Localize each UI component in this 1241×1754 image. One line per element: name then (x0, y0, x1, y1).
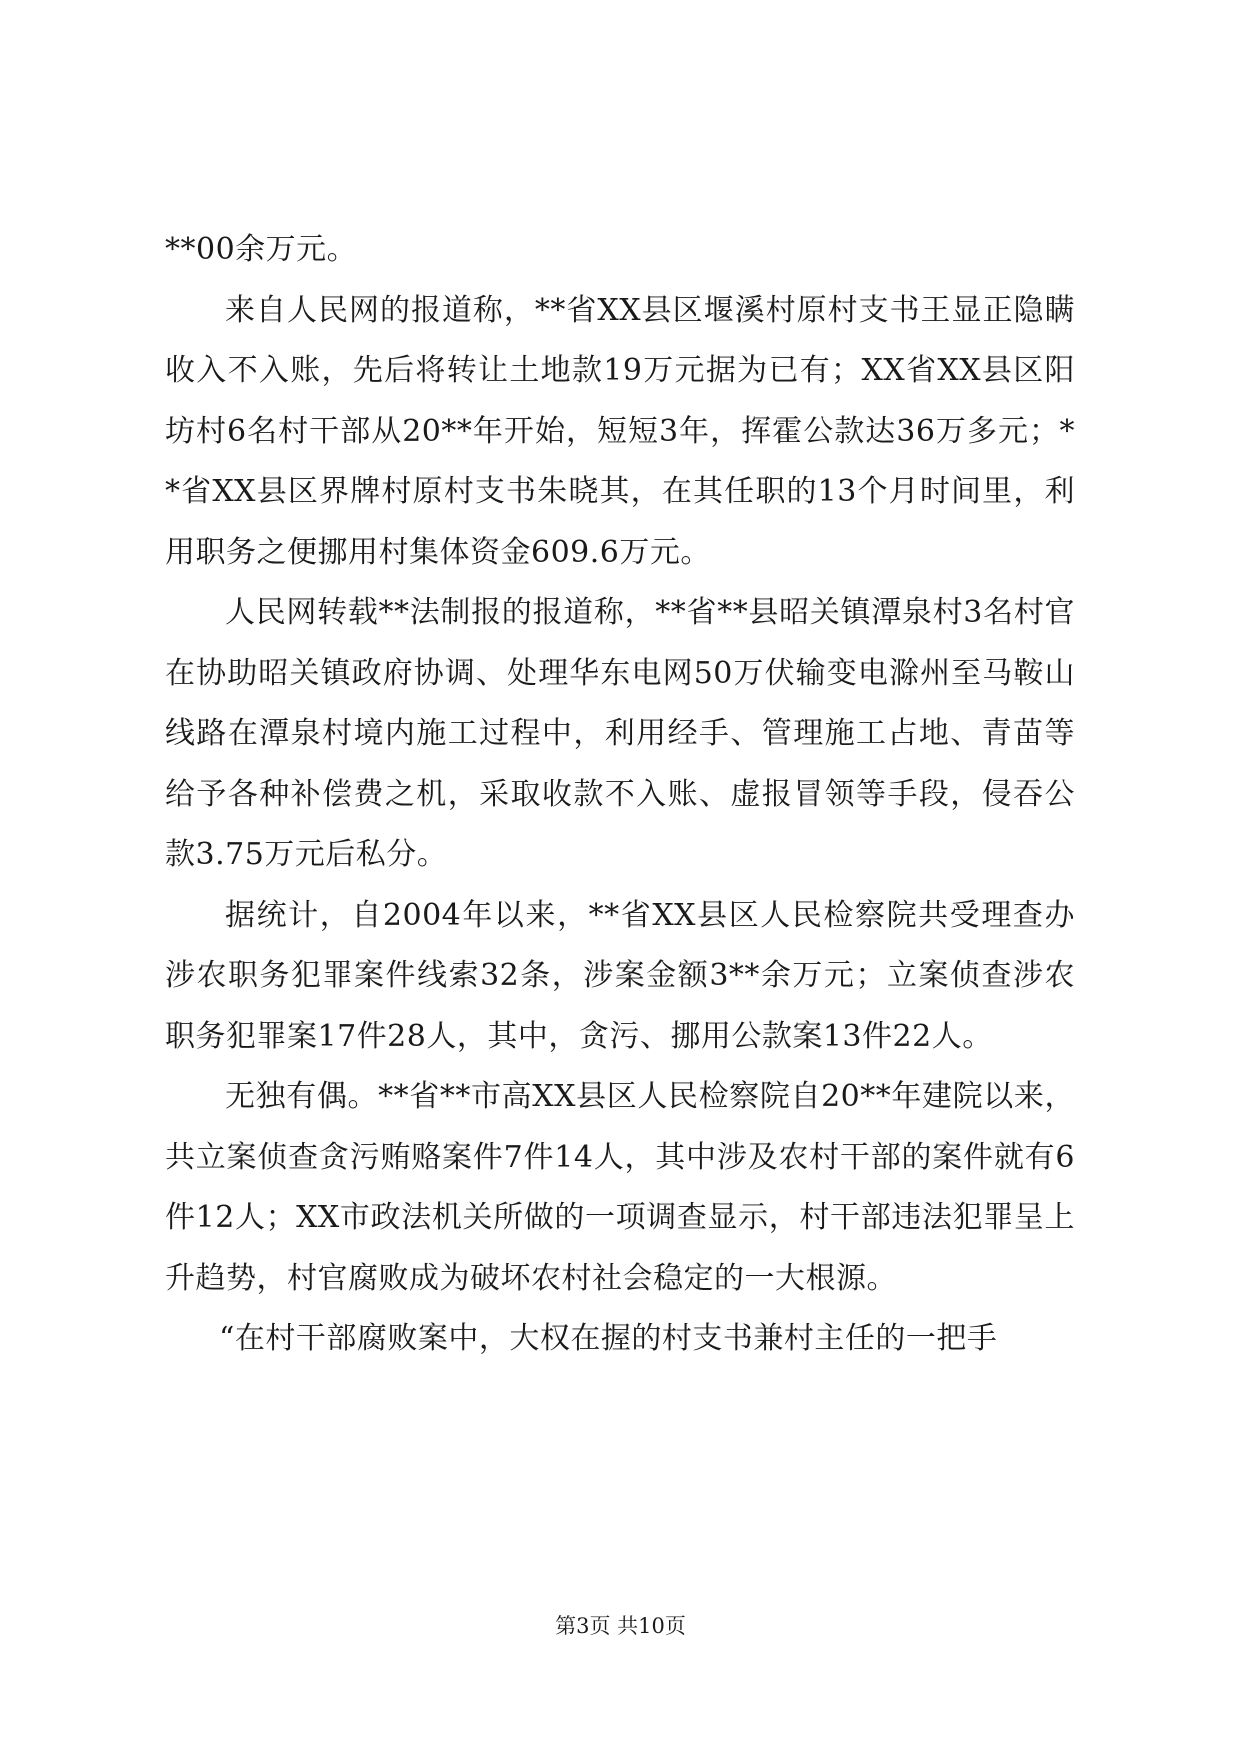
paragraph-renmin-report: 来自人民网的报道称，**省XX县区堰溪村原村支书王显正隐瞒收入不入账，先后将转让土地款19万元据为已有；XX省XX县区阳坊村6名村干部从20**年开始，短短3年，挥霍公款达36万多元；**省XX县区界牌村原村支书朱晓其，在其任职的13个月时间里，利用职务之便挪用村集体资金609.6万元。 (165, 292, 1075, 570)
paragraph-legal-daily-report: 人民网转载**法制报的报道称，**省**县昭关镇潭泉村3名村官在协助昭关镇政府协调、处理华东电网50万伏输变电滁州至马鞍山线路在潭泉村境内施工过程中，利用经手、管理施工占地、青苗等给予各种补偿费之机，采取收款不入账、虚报冒领等手段，侵吞公款3.75万元后私分。 (165, 595, 1075, 872)
paragraph-continuation: **00余万元。 (165, 232, 358, 267)
document-body (165, 220, 1075, 1370)
paragraph-statistics: 据统计，自2004年以来，**省XX县区人民检察院共受理查办涉农职务犯罪案件线索32条，涉案金额3**余万元；立案侦查涉农职务犯罪案17件28人，其中，贪污、挪用公款案13件22人。 (165, 897, 1075, 1054)
paragraph-coincidence: 无独有偶。**省**市高XX县区人民检察院自20**年建院以来，共立案侦查贪污贿赂案件7件14人，其中涉及农村干部的案件就有6件12人；XX市政法机关所做的一项调查显示，村干部违法犯罪呈上升趋势，村官腐败成为破坏农村社会稳定的一大根源。 (165, 1079, 1075, 1296)
paragraph-quote-start: “在村干部腐败案中，大权在握的村支书兼村主任的一把手 (219, 1321, 998, 1356)
page-number-footer: 第3页 共10页 (555, 1614, 686, 1638)
